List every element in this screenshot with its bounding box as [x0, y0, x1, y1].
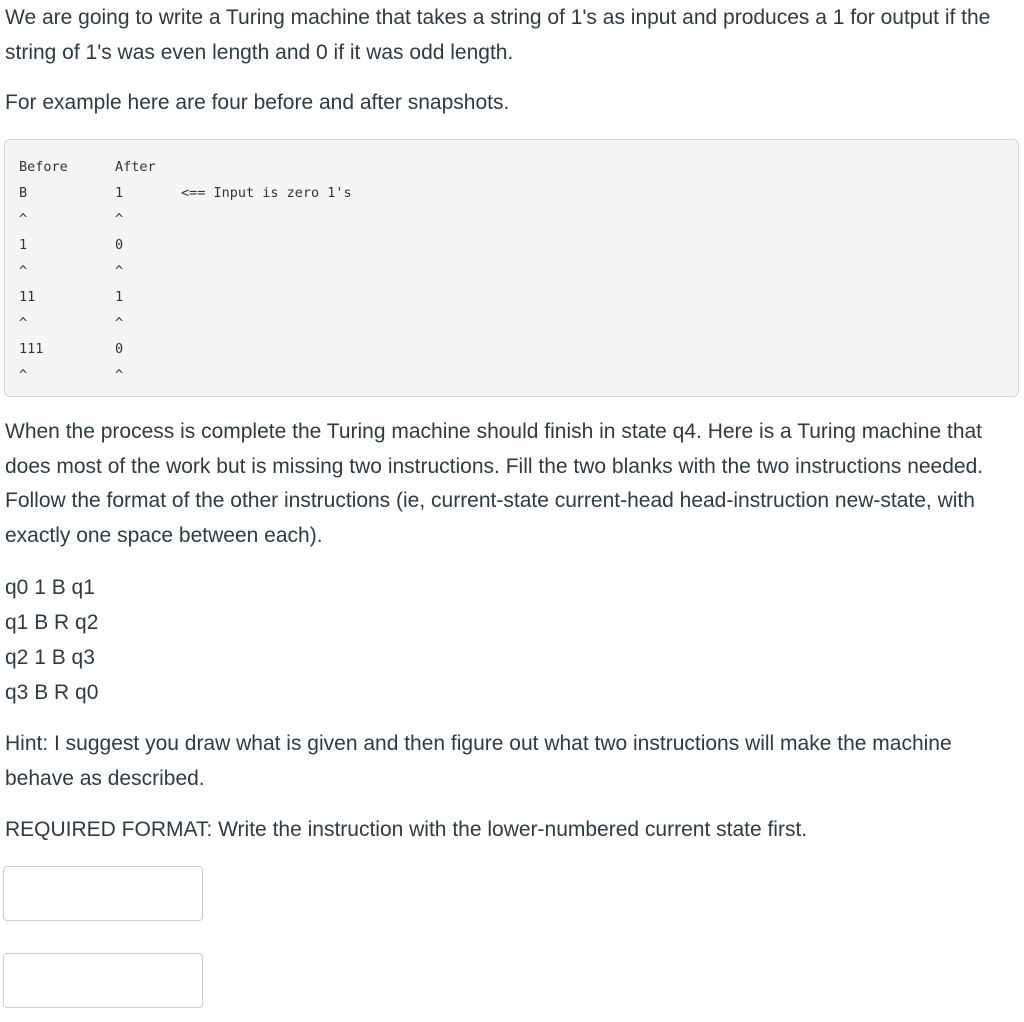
before-header: Before [19, 159, 68, 175]
snapshot-before-value: B [19, 185, 28, 201]
snapshot-before-value: 1 [19, 237, 28, 253]
answer-input-1[interactable] [3, 866, 203, 921]
process-description: When the process is complete the Turing machine should finish in state q4. Here is a Turing machine that does most of the work but is missing two instructions. Fill the two blanks with the two instructions needed. Follow the format of the other instructions (ie, current-state current-head head-instruction new-state, with exactly one space between each). [5, 420, 984, 547]
head-marker-before: ^ [19, 211, 28, 227]
head-marker-after: ^ [115, 315, 124, 331]
instruction-line: q3 B R q0 [5, 681, 99, 704]
head-marker-after: ^ [115, 211, 124, 227]
snapshot-after-value: 0 [115, 341, 124, 357]
instruction-line: q0 1 B q1 [5, 576, 95, 599]
snapshot-after-value: 1 [115, 185, 124, 201]
instruction-list [5, 570, 98, 710]
head-marker-after: ^ [115, 367, 124, 383]
question-intro: We are going to write a Turing machine that takes a string of 1's as input and produces a 1 for output if the string of 1's was even length and 0 if it was odd length. [5, 6, 991, 64]
required-format-text: REQUIRED FORMAT: Write the instruction with the lower-numbered current state first. [5, 818, 808, 841]
head-marker-after: ^ [115, 263, 124, 279]
instruction-line: q2 1 B q3 [5, 646, 95, 669]
snapshot-note: <== Input is zero 1's [181, 185, 352, 201]
hint-text: Hint: I suggest you draw what is given and then figure out what two instructions will make the machine behave as described. [5, 732, 952, 790]
answer-input-2[interactable] [3, 953, 203, 1008]
snapshot-before-value: 111 [19, 341, 44, 357]
instruction-line: q1 B R q2 [5, 611, 99, 634]
head-marker-before: ^ [19, 263, 28, 279]
snapshot-after-value: 0 [115, 237, 124, 253]
snapshot-before-value: 11 [19, 289, 36, 305]
snapshot-code-block [4, 139, 1019, 397]
head-marker-before: ^ [19, 367, 28, 383]
head-marker-before: ^ [19, 315, 28, 331]
snapshot-after-value: 1 [115, 289, 124, 305]
after-header: After [115, 159, 156, 175]
example-intro: For example here are four before and after snapshots. [5, 91, 510, 114]
